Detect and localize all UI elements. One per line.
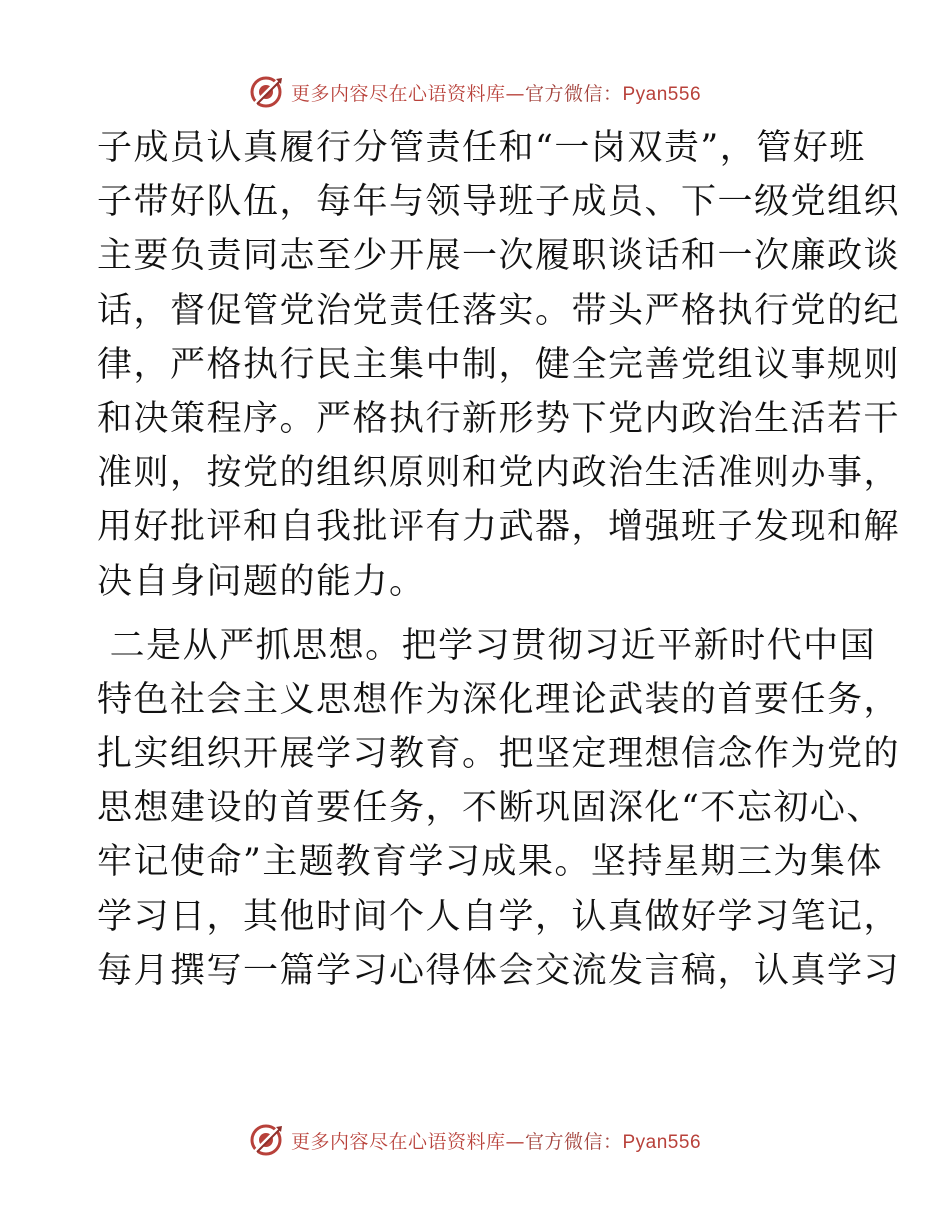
header-brand-line	[291, 79, 701, 106]
text-line: 牢记使命”主题教育学习成果。坚持星期三为集体	[97, 842, 883, 883]
footer-banner	[0, 1118, 950, 1162]
footer-brand-text: 更多内容尽在心语资料库	[290, 1130, 506, 1153]
text-line: 特色社会主义思想作为深化理论武装的首要任务，	[97, 679, 901, 720]
paragraph-2	[97, 619, 901, 998]
footer-brand-line	[291, 1127, 701, 1154]
paragraph-1	[97, 121, 901, 609]
header-separator: —	[505, 82, 525, 105]
text-line: 思想建设的首要任务，不断巩固深化“不忘初心、	[97, 788, 883, 829]
brand-logo-icon	[249, 1122, 285, 1158]
text-line: 扎实组织开展学习教育。把坚定理想信念作为党的	[97, 734, 901, 775]
text-line: 子带好队伍，每年与领导班子成员、下一级党组织	[97, 182, 901, 223]
text-line: 用好批评和自我批评有力武器，增强班子发现和解	[97, 507, 901, 548]
document-body	[97, 121, 901, 998]
brand-logo-icon	[249, 74, 285, 110]
text-line: 学习日，其他时间个人自学，认真做好学习笔记，	[97, 896, 901, 937]
header-banner	[0, 70, 950, 114]
header-wechat-label: 官方微信：	[524, 82, 623, 105]
text-line: 二是从严抓思想。把学习贯彻习近平新时代中国	[97, 625, 877, 666]
text-line: 主要负责同志至少开展一次履职谈话和一次廉政谈	[97, 236, 901, 277]
header-wechat-id: Pyan556	[622, 83, 702, 105]
text-line: 每月撰写一篇学习心得体会交流发言稿，认真学习	[97, 950, 901, 991]
text-line: 律，严格执行民主集中制，健全完善党组议事规则	[97, 344, 901, 385]
text-line: 和决策程序。严格执行新形势下党内政治生活若干	[97, 398, 901, 439]
text-line: 决自身问题的能力。	[97, 561, 426, 602]
footer-wechat-label: 官方微信：	[524, 1130, 623, 1153]
text-line: 准则，按党的组织原则和党内政治生活准则办事，	[97, 453, 901, 494]
footer-wechat-id: Pyan556	[622, 1131, 702, 1153]
header-brand-text: 更多内容尽在心语资料库	[290, 82, 506, 105]
paragraph-gap	[97, 609, 849, 619]
text-line: 话，督促管党治党责任落实。带头严格执行党的纪	[97, 290, 901, 331]
text-line: 子成员认真履行分管责任和“一岗双责”，管好班	[97, 128, 866, 168]
footer-separator: —	[505, 1130, 525, 1153]
